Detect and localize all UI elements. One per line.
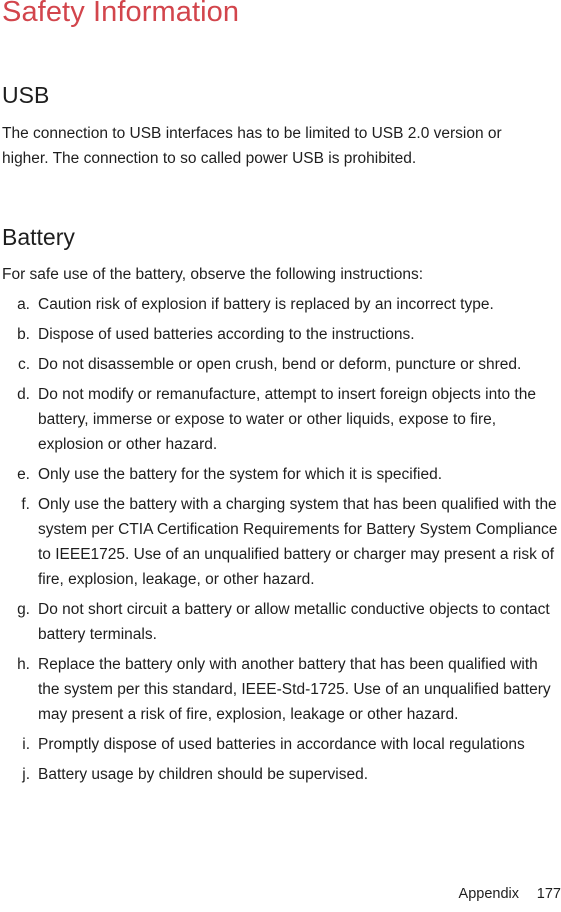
instruction-item: [2, 292, 558, 317]
instruction-letter: a.: [17, 296, 30, 313]
instruction-letter: b.: [17, 326, 30, 343]
instruction-letter: d.: [17, 386, 30, 403]
battery-heading: Battery: [2, 224, 75, 250]
usb-paragraph: The connection to USB interfaces has to be limited to USB 2.0 version or higher. The connection to so called power USB is prohibited.: [2, 125, 502, 167]
instruction-letter: c.: [17, 356, 30, 373]
instruction-item: [2, 652, 558, 727]
page-footer: [0, 882, 561, 912]
instruction-item: [2, 462, 558, 487]
instruction-text: Do not short circuit a battery or allow metallic conductive objects to contact battery terminals.: [38, 601, 550, 643]
instruction-letter: f.: [21, 496, 30, 513]
instruction-text: Dispose of used batteries according to the instructions.: [38, 326, 415, 343]
page-number: 177: [536, 886, 561, 902]
instruction-letter: e.: [17, 466, 30, 483]
instruction-letter: i.: [22, 736, 30, 753]
instruction-item: [2, 352, 558, 377]
instruction-item: [2, 762, 558, 787]
instruction-item: [2, 597, 558, 647]
instruction-text: Promptly dispose of used batteries in accordance with local regulations: [38, 736, 525, 753]
page-title: Safety Information: [2, 0, 240, 28]
instruction-text: Do not disassemble or open crush, bend or deform, puncture or shred.: [38, 356, 522, 373]
footer-section-name: Appendix: [458, 886, 519, 902]
instruction-text: Do not modify or remanufacture, attempt to insert foreign objects into the battery, immerse or expose to water or other liquids, expose to fire, explosion or other hazard.: [38, 386, 536, 453]
battery-instructions-list: [2, 292, 558, 792]
battery-intro: For safe use of the battery, observe the following instructions:: [2, 266, 424, 283]
instruction-text: Only use the battery with a charging system that has been qualified with the system per CTIA Certification Requirements for Battery System Compliance to IEEE1725. Use of an unqualified battery or charger may present a risk of fire, explosion, leakage, or other hazard.: [38, 496, 558, 588]
instruction-letter: g.: [17, 601, 30, 618]
instruction-letter: h.: [17, 656, 30, 673]
instruction-item: [2, 492, 558, 592]
instruction-text: Only use the battery for the system for which it is specified.: [38, 466, 443, 483]
instruction-item: [2, 382, 558, 457]
instruction-letter: j.: [22, 766, 30, 783]
instruction-item: [2, 732, 558, 757]
instruction-item: [2, 322, 558, 347]
usb-heading: USB: [2, 82, 50, 108]
instruction-text: Battery usage by children should be supervised.: [38, 766, 369, 783]
instruction-text: Replace the battery only with another battery that has been qualified with the system per this standard, IEEE-Std-1725. Use of an unqualified battery may present a risk of fire, explosion, leakage or other hazard.: [38, 656, 551, 723]
instruction-text: Caution risk of explosion if battery is replaced by an incorrect type.: [38, 296, 494, 313]
